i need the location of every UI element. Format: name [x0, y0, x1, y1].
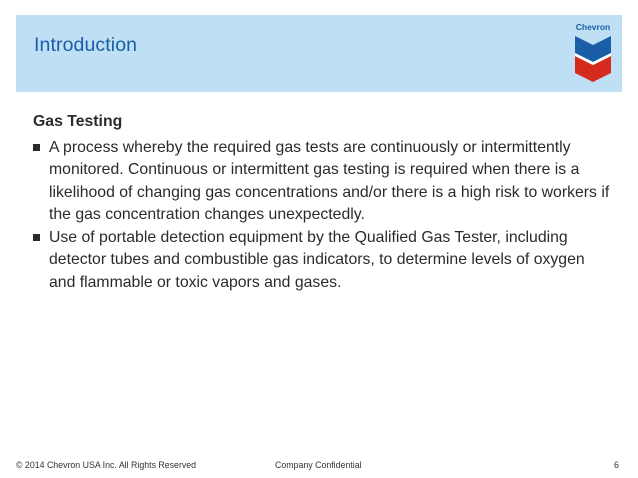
square-bullet-icon: [33, 144, 40, 151]
bullet-text: Use of portable detection equipment by the Qualified Gas Tester, including detector tubes and combustible gas indicators, to determine levels of oxygen and flammable or toxic vapors and gases.: [49, 229, 585, 291]
square-bullet-icon: [33, 234, 40, 241]
page-number: 6: [614, 460, 619, 470]
bullet-list: [33, 137, 613, 294]
logo-wordmark: Chevron: [575, 22, 611, 32]
slide-body: [33, 113, 613, 295]
footer-copyright: © 2014 Chevron USA Inc. All Rights Reserved: [16, 460, 197, 470]
chevron-logo: [569, 22, 617, 84]
slide-header: [16, 15, 622, 92]
list-item: [33, 137, 613, 226]
slide-title: Introduction: [34, 34, 138, 56]
section-heading: Gas Testing: [33, 113, 123, 130]
list-item: [33, 227, 613, 294]
chevron-emblem-icon: [574, 33, 612, 83]
bullet-text: A process whereby the required gas tests are continuously or intermittently monitored. Continuous or intermittent gas testing is required when there is a likelihood of changing gas concentrations and/or there is a high risk to workers if the gas concentration changes unexpectedly.: [49, 139, 610, 223]
footer-confidential: Company Confidential: [275, 460, 362, 470]
